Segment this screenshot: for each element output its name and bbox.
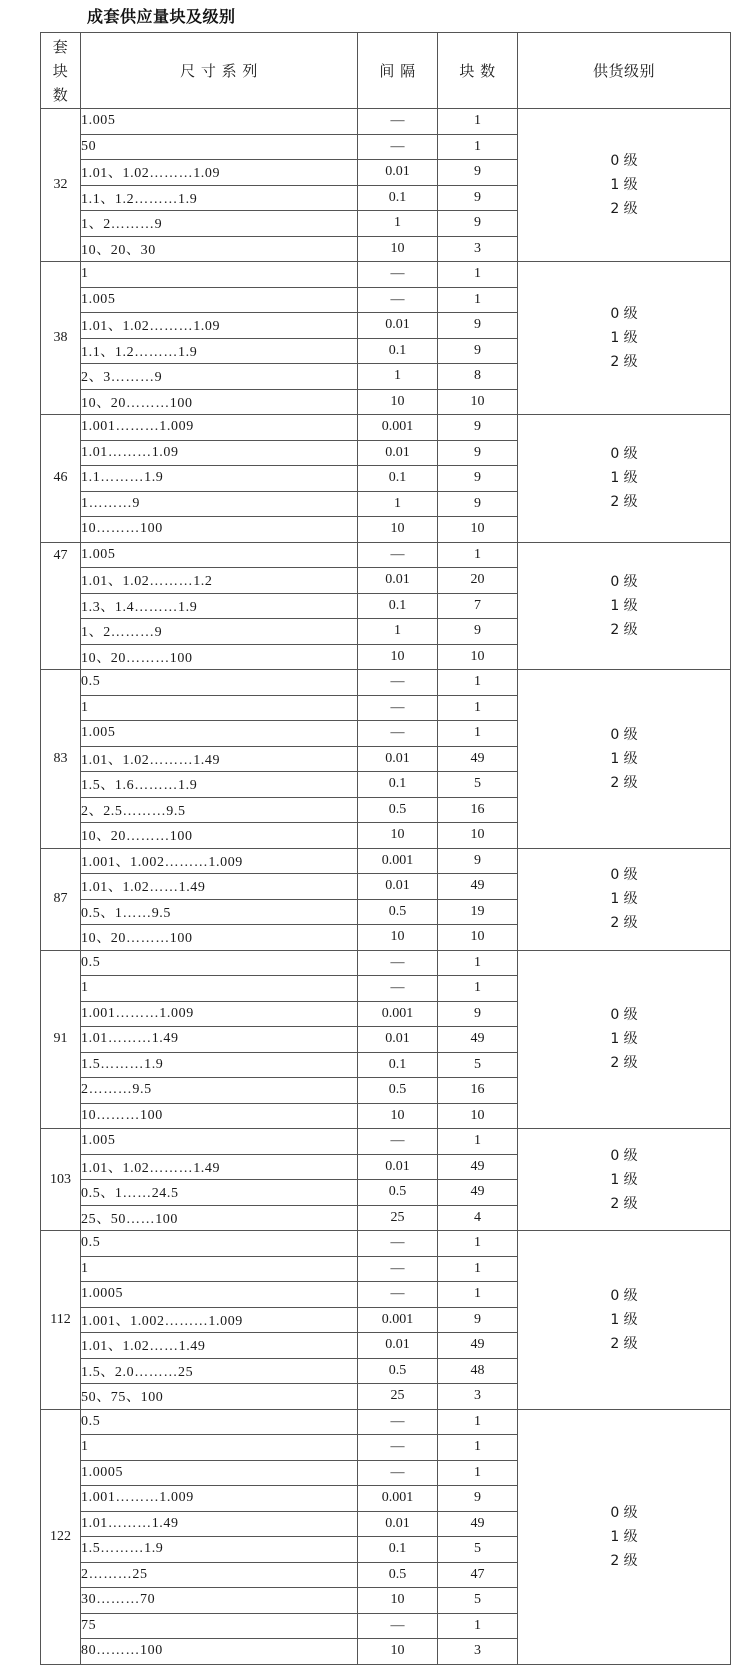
- block-count-cell: 1: [438, 542, 518, 568]
- interval-cell: 0.01: [358, 440, 438, 466]
- block-count-cell: 9: [438, 1307, 518, 1333]
- block-count-cell: 8: [438, 364, 518, 390]
- set-count-cell: 32: [41, 109, 81, 262]
- block-count-cell: 3: [438, 236, 518, 262]
- size-series-cell: 1.01、1.02………1.49: [81, 1154, 358, 1180]
- block-count-cell: 49: [438, 1333, 518, 1359]
- block-count-cell: 1: [438, 1256, 518, 1282]
- grade-label: 1 级: [610, 330, 638, 346]
- interval-cell: 0.1: [358, 185, 438, 211]
- grade-label: 2 级: [610, 621, 638, 638]
- block-count-cell: 9: [438, 211, 518, 237]
- block-count-cell: 9: [438, 491, 518, 517]
- block-count-cell: 49: [438, 874, 518, 900]
- interval-cell: 0.5: [358, 1562, 438, 1588]
- interval-cell: 0.01: [358, 874, 438, 900]
- block-count-cell: 1: [438, 695, 518, 721]
- block-count-cell: 9: [438, 1001, 518, 1027]
- size-series-cell: 1: [81, 1256, 358, 1282]
- block-count-cell: 49: [438, 1154, 518, 1180]
- block-count-cell: 9: [438, 1486, 518, 1512]
- size-series-cell: 1、2………9: [81, 619, 358, 645]
- interval-cell: —: [358, 695, 438, 721]
- block-count-cell: 9: [438, 619, 518, 645]
- size-series-cell: 1.01、1.02……1.49: [81, 1333, 358, 1359]
- size-series-cell: 1.0005: [81, 1282, 358, 1308]
- interval-cell: —: [358, 1231, 438, 1257]
- block-count-cell: 20: [438, 568, 518, 594]
- set-count-cell: 46: [41, 415, 81, 543]
- block-count-cell: 5: [438, 1588, 518, 1614]
- table-row: [41, 670, 731, 696]
- block-count-cell: 5: [438, 1537, 518, 1563]
- size-series-cell: 1.01………1.09: [81, 440, 358, 466]
- table-row: [41, 1231, 731, 1257]
- interval-cell: 0.1: [358, 1052, 438, 1078]
- grade-label: 1 级: [610, 891, 638, 907]
- block-count-cell: 49: [438, 1027, 518, 1053]
- block-count-cell: 49: [438, 1511, 518, 1537]
- supply-grade-cell: [518, 1231, 731, 1410]
- block-count-cell: 1: [438, 262, 518, 288]
- set-count-cell: 87: [41, 848, 81, 950]
- size-series-cell: 50、75、100: [81, 1384, 358, 1410]
- interval-cell: —: [358, 1435, 438, 1461]
- interval-cell: —: [358, 1129, 438, 1155]
- size-series-cell: 1.3、1.4………1.9: [81, 593, 358, 619]
- grade-label: 0 级: [610, 726, 638, 743]
- size-series-cell: 1.01………1.49: [81, 1511, 358, 1537]
- size-series-cell: 0.5、1……9.5: [81, 899, 358, 925]
- header-set-char-1: 套: [52, 37, 69, 56]
- header-set-count: [41, 33, 81, 109]
- supply-grade-cell: [518, 848, 731, 950]
- size-series-cell: 1.005: [81, 109, 358, 135]
- size-series-cell: 10、20………100: [81, 644, 358, 670]
- table-row: [41, 415, 731, 441]
- block-count-cell: 49: [438, 1180, 518, 1206]
- size-series-cell: 2………25: [81, 1562, 358, 1588]
- size-series-cell: 1.1………1.9: [81, 466, 358, 492]
- interval-cell: 0.01: [358, 1333, 438, 1359]
- size-series-cell: 80………100: [81, 1639, 358, 1665]
- size-series-cell: 1.5、1.6………1.9: [81, 772, 358, 798]
- block-count-cell: 9: [438, 848, 518, 874]
- set-count-cell: 38: [41, 262, 81, 415]
- grade-label: 2 级: [610, 354, 638, 370]
- size-series-cell: 1.005: [81, 542, 358, 568]
- table-row: [41, 542, 731, 568]
- interval-cell: 0.5: [358, 1358, 438, 1384]
- block-count-cell: 1: [438, 950, 518, 976]
- interval-cell: 1: [358, 619, 438, 645]
- size-series-cell: 10………100: [81, 517, 358, 543]
- interval-cell: 0.01: [358, 746, 438, 772]
- size-series-cell: 2………9.5: [81, 1078, 358, 1104]
- header-size-series: 尺 寸 系 列: [81, 33, 358, 109]
- grade-label: 0 级: [610, 1147, 638, 1164]
- size-series-cell: 1.001………1.009: [81, 1001, 358, 1027]
- block-count-cell: 10: [438, 823, 518, 849]
- interval-cell: 10: [358, 1588, 438, 1614]
- block-count-cell: 10: [438, 517, 518, 543]
- size-series-cell: 1.1、1.2………1.9: [81, 185, 358, 211]
- size-series-cell: 1: [81, 262, 358, 288]
- size-series-cell: 0.5、1……24.5: [81, 1180, 358, 1206]
- grade-label: 2 级: [610, 774, 638, 791]
- supply-grade-cell: [518, 109, 731, 262]
- grade-label: 0 级: [610, 1287, 638, 1304]
- block-count-cell: 9: [438, 185, 518, 211]
- size-series-cell: 1、2………9: [81, 211, 358, 237]
- header-interval: 间 隔: [358, 33, 438, 109]
- interval-cell: 0.1: [358, 772, 438, 798]
- size-series-cell: 1: [81, 976, 358, 1002]
- size-series-cell: 1.001………1.009: [81, 415, 358, 441]
- header-supply-grade: 供货级别: [518, 33, 731, 109]
- block-count-cell: 1: [438, 134, 518, 160]
- interval-cell: 0.5: [358, 797, 438, 823]
- block-count-cell: 9: [438, 160, 518, 186]
- size-series-cell: 1.5、2.0………25: [81, 1358, 358, 1384]
- size-series-cell: 1.005: [81, 287, 358, 313]
- grade-label: 1 级: [610, 597, 638, 614]
- supply-grade-cell: [518, 262, 731, 415]
- grade-label: 1 级: [610, 1031, 638, 1048]
- header-set-char-3: 数: [52, 85, 69, 104]
- interval-cell: 0.1: [358, 466, 438, 492]
- block-count-cell: 1: [438, 1282, 518, 1308]
- interval-cell: 1: [358, 491, 438, 517]
- interval-cell: —: [358, 1256, 438, 1282]
- supply-grade-cell: [518, 542, 731, 670]
- set-count-cell: 91: [41, 950, 81, 1129]
- interval-cell: 0.5: [358, 1180, 438, 1206]
- grade-label: 2 级: [610, 1335, 638, 1352]
- block-count-cell: 1: [438, 670, 518, 696]
- interval-cell: 10: [358, 1103, 438, 1129]
- block-count-cell: 1: [438, 976, 518, 1002]
- size-series-cell: 10、20………100: [81, 925, 358, 951]
- grade-label: 1 级: [610, 750, 638, 767]
- block-count-cell: 7: [438, 593, 518, 619]
- grade-label: 1 级: [610, 177, 638, 193]
- block-count-cell: 5: [438, 772, 518, 798]
- block-count-cell: 10: [438, 1103, 518, 1129]
- size-series-cell: 50: [81, 134, 358, 160]
- interval-cell: —: [358, 950, 438, 976]
- size-series-cell: 30………70: [81, 1588, 358, 1614]
- interval-cell: 0.001: [358, 415, 438, 441]
- interval-cell: —: [358, 976, 438, 1002]
- interval-cell: 1: [358, 211, 438, 237]
- grade-label: 1 级: [610, 1171, 638, 1188]
- interval-cell: 0.001: [358, 848, 438, 874]
- table-row: [41, 109, 731, 135]
- block-count-cell: 9: [438, 415, 518, 441]
- interval-cell: 10: [358, 517, 438, 543]
- size-series-cell: 1.5………1.9: [81, 1537, 358, 1563]
- block-count-cell: 9: [438, 466, 518, 492]
- grade-label: 2 级: [610, 1552, 638, 1569]
- table-row: [41, 848, 731, 874]
- supply-grade-cell: [518, 670, 731, 849]
- block-count-cell: 1: [438, 1129, 518, 1155]
- block-count-cell: 16: [438, 1078, 518, 1104]
- block-count-cell: 1: [438, 1409, 518, 1435]
- interval-cell: 0.1: [358, 1537, 438, 1563]
- size-series-cell: 1.5………1.9: [81, 1052, 358, 1078]
- grade-label: 2 级: [610, 1055, 638, 1072]
- block-count-cell: 5: [438, 1052, 518, 1078]
- table-body: [41, 109, 731, 1665]
- interval-cell: 0.001: [358, 1486, 438, 1512]
- table-row: [41, 1129, 731, 1155]
- table-row: [41, 262, 731, 288]
- set-count-cell: 112: [41, 1231, 81, 1410]
- block-count-cell: 1: [438, 1231, 518, 1257]
- size-series-cell: 1.005: [81, 1129, 358, 1155]
- interval-cell: 0.01: [358, 313, 438, 339]
- interval-cell: 0.1: [358, 593, 438, 619]
- grade-label: 0 级: [610, 446, 638, 463]
- size-series-cell: 1.01、1.02………1.09: [81, 160, 358, 186]
- size-series-cell: 1: [81, 695, 358, 721]
- interval-cell: —: [358, 1460, 438, 1486]
- block-count-cell: 49: [438, 746, 518, 772]
- size-series-cell: 1.01、1.02……1.49: [81, 874, 358, 900]
- size-series-cell: 1.01、1.02………1.2: [81, 568, 358, 594]
- header-set-char-2: 块: [52, 61, 69, 80]
- grade-label: 2 级: [610, 201, 638, 217]
- size-series-cell: 2、3………9: [81, 364, 358, 390]
- size-series-cell: 10………100: [81, 1103, 358, 1129]
- interval-cell: 0.01: [358, 1511, 438, 1537]
- block-count-cell: 10: [438, 389, 518, 415]
- size-series-cell: 10、20………100: [81, 389, 358, 415]
- table-row: [41, 1409, 731, 1435]
- grade-label: 0 级: [610, 153, 638, 169]
- supply-grade-cell: [518, 950, 731, 1129]
- block-count-cell: 9: [438, 440, 518, 466]
- block-count-cell: 1: [438, 109, 518, 135]
- interval-cell: 0.01: [358, 160, 438, 186]
- interval-cell: 10: [358, 644, 438, 670]
- interval-cell: 0.1: [358, 338, 438, 364]
- size-series-cell: 75: [81, 1613, 358, 1639]
- size-series-cell: 1.001………1.009: [81, 1486, 358, 1512]
- interval-cell: 0.01: [358, 568, 438, 594]
- block-count-cell: 4: [438, 1205, 518, 1231]
- size-series-cell: 0.5: [81, 1409, 358, 1435]
- block-count-cell: 9: [438, 338, 518, 364]
- interval-cell: —: [358, 670, 438, 696]
- header-row: [41, 33, 731, 109]
- block-count-cell: 10: [438, 925, 518, 951]
- size-series-cell: 0.5: [81, 1231, 358, 1257]
- block-count-cell: 1: [438, 721, 518, 747]
- interval-cell: 0.001: [358, 1001, 438, 1027]
- supply-grade-cell: [518, 1409, 731, 1664]
- grade-label: 0 级: [610, 306, 638, 322]
- size-series-cell: 1………9: [81, 491, 358, 517]
- interval-cell: 25: [358, 1384, 438, 1410]
- block-count-cell: 10: [438, 644, 518, 670]
- size-series-cell: 1.001、1.002………1.009: [81, 1307, 358, 1333]
- interval-cell: 25: [358, 1205, 438, 1231]
- set-count-cell: 122: [41, 1409, 81, 1664]
- block-count-cell: 47: [438, 1562, 518, 1588]
- interval-cell: 10: [358, 389, 438, 415]
- table-title: 成套供应量块及级别: [87, 7, 236, 26]
- interval-cell: 10: [358, 1639, 438, 1665]
- size-series-cell: 0.5: [81, 670, 358, 696]
- interval-cell: 0.01: [358, 1154, 438, 1180]
- block-count-cell: 48: [438, 1358, 518, 1384]
- size-series-cell: 1.01………1.49: [81, 1027, 358, 1053]
- size-series-cell: 1.01、1.02………1.49: [81, 746, 358, 772]
- table-row: [41, 950, 731, 976]
- interval-cell: —: [358, 721, 438, 747]
- supply-grade-cell: [518, 415, 731, 543]
- interval-cell: 10: [358, 925, 438, 951]
- header-block-count: 块 数: [438, 33, 518, 109]
- interval-cell: —: [358, 134, 438, 160]
- interval-cell: 0.001: [358, 1307, 438, 1333]
- size-series-cell: 0.5: [81, 950, 358, 976]
- grade-label: 0 级: [610, 1504, 638, 1521]
- set-count-cell: 103: [41, 1129, 81, 1231]
- grade-label: 2 级: [610, 1195, 638, 1212]
- interval-cell: —: [358, 262, 438, 288]
- size-series-cell: 1: [81, 1435, 358, 1461]
- grade-label: 0 级: [610, 867, 638, 883]
- grade-label: 1 级: [610, 1311, 638, 1328]
- grade-label: 2 级: [610, 494, 638, 511]
- interval-cell: —: [358, 1613, 438, 1639]
- grade-label: 1 级: [610, 470, 638, 487]
- block-count-cell: 1: [438, 287, 518, 313]
- block-count-cell: 1: [438, 1435, 518, 1461]
- size-series-cell: 10、20………100: [81, 823, 358, 849]
- size-series-cell: 1.1、1.2………1.9: [81, 338, 358, 364]
- interval-cell: 0.01: [358, 1027, 438, 1053]
- interval-cell: 0.5: [358, 899, 438, 925]
- interval-cell: —: [358, 1282, 438, 1308]
- size-series-cell: 25、50……100: [81, 1205, 358, 1231]
- size-series-cell: 10、20、30: [81, 236, 358, 262]
- gauge-block-set-table: [40, 32, 731, 1665]
- size-series-cell: 1.01、1.02………1.09: [81, 313, 358, 339]
- size-series-cell: 1.0005: [81, 1460, 358, 1486]
- size-series-cell: 1.005: [81, 721, 358, 747]
- size-series-cell: 2、2.5………9.5: [81, 797, 358, 823]
- interval-cell: 1: [358, 364, 438, 390]
- block-count-cell: 16: [438, 797, 518, 823]
- interval-cell: —: [358, 287, 438, 313]
- size-series-cell: 1.001、1.002………1.009: [81, 848, 358, 874]
- block-count-cell: 1: [438, 1460, 518, 1486]
- grade-label: 0 级: [610, 573, 638, 590]
- block-count-cell: 1: [438, 1613, 518, 1639]
- set-count-cell: 83: [41, 670, 81, 849]
- block-count-cell: 9: [438, 313, 518, 339]
- interval-cell: 10: [358, 236, 438, 262]
- interval-cell: —: [358, 1409, 438, 1435]
- grade-label: 1 级: [610, 1528, 638, 1545]
- supply-grade-cell: [518, 1129, 731, 1231]
- interval-cell: 0.5: [358, 1078, 438, 1104]
- block-count-cell: 3: [438, 1384, 518, 1410]
- grade-label: 2 级: [610, 915, 638, 931]
- interval-cell: —: [358, 109, 438, 135]
- set-count-cell: 47: [41, 542, 81, 670]
- interval-cell: —: [358, 542, 438, 568]
- interval-cell: 10: [358, 823, 438, 849]
- block-count-cell: 3: [438, 1639, 518, 1665]
- grade-label: 0 级: [610, 1007, 638, 1024]
- block-count-cell: 19: [438, 899, 518, 925]
